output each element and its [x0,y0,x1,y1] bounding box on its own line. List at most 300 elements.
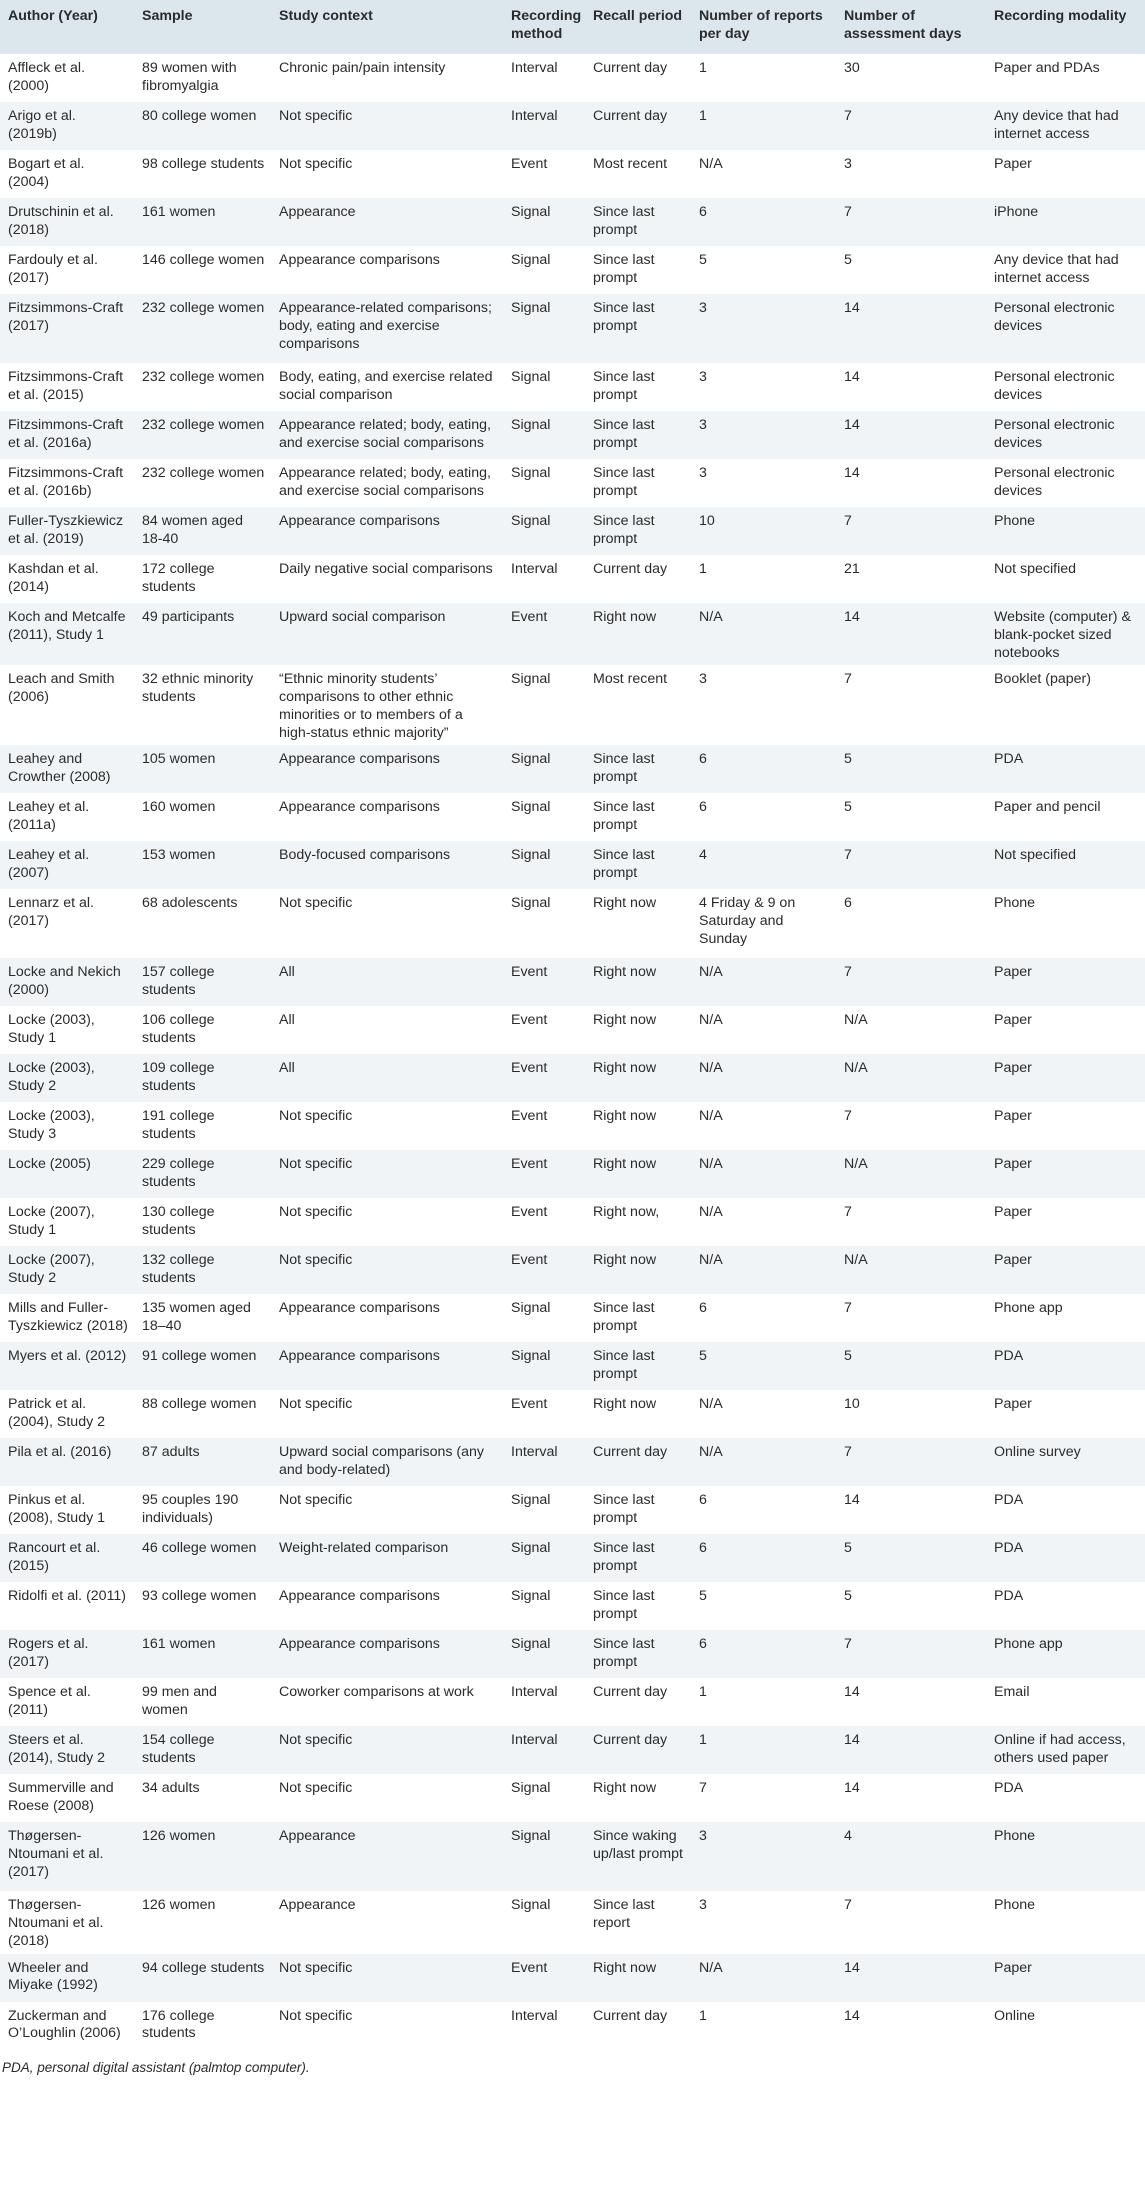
sample-cell: 84 women aged 18-40 [142,513,243,547]
context-cell: Appearance comparisons [279,1348,440,1365]
author-cell: Rogers et al. (2017) [8,1636,89,1670]
context-cell: Body-focused comparisons [279,847,451,864]
author-cell: Lennarz et al. (2017) [8,895,94,929]
recall-cell: Current day [593,60,668,76]
sample-cell: 160 women [142,799,216,816]
reports-cell: 6 [699,1540,707,1557]
table-row [0,1054,1145,1102]
author-cell: Wheeler and Miyake (1992) [8,1959,98,1994]
author-cell: Summerville and Roese (2008) [8,1780,114,1814]
context-cell: Appearance [279,1828,356,1845]
recall-cell: Right now [593,1108,657,1125]
author-cell: Fitzsimmons-Craft (2017) [8,300,124,334]
author-cell: Fuller-Tyszkiewicz et al. (2019) [8,513,124,547]
column-header: Number of reports per day [699,8,823,42]
sample-cell: 172 college students [142,561,215,595]
table-row [0,102,1145,150]
recall-cell: Since last prompt [593,847,655,881]
table-row [0,150,1145,198]
author-cell: Locke (2007), Study 2 [8,1252,95,1286]
context-cell: Upward social comparisons (any and body-related) [279,1444,485,1478]
author-cell: Affleck et al. (2000) [8,60,86,94]
reports-cell: N/A [699,1156,723,1173]
recall-cell: Since last prompt [593,204,655,238]
modality-cell: Paper and pencil [994,799,1101,816]
table-row [0,459,1145,507]
table-row [0,1678,1145,1726]
recall-cell: Since last prompt [593,799,655,833]
method-cell: Interval [511,60,558,76]
recall-cell: Right now, [593,1204,660,1221]
author-cell: Leahey et al. (2007) [8,847,90,881]
sample-cell: 109 college students [142,1060,215,1094]
days-cell: 14 [844,1959,860,1976]
context-cell: Appearance [279,1897,356,1914]
method-cell: Event [511,1060,548,1077]
modality-cell: Personal electronic devices [994,417,1115,451]
days-cell: 7 [844,1108,852,1125]
days-cell: 7 [844,1204,852,1221]
sample-cell: 232 college women [142,465,265,481]
context-cell: Appearance comparisons [279,751,440,768]
reports-cell: N/A [699,964,723,981]
modality-cell: PDA [994,751,1024,768]
recall-cell: Since last prompt [593,1492,655,1526]
reports-cell: 3 [699,369,707,385]
author-cell: Leahey et al. (2011a) [8,799,90,833]
author-cell: Fardouly et al. (2017) [8,252,98,286]
days-cell: N/A [844,1012,868,1029]
sample-cell: 91 college women [142,1348,257,1365]
sample-cell: 154 college students [142,1732,215,1766]
table-row [0,198,1145,246]
context-cell: Weight-related comparison [279,1540,449,1557]
days-cell: 7 [844,847,852,864]
reports-cell: 1 [699,1684,707,1701]
author-cell: Thøgersen-Ntoumani et al. (2018) [8,1897,104,1949]
author-cell: Drutschinin et al. (2018) [8,204,114,238]
reports-cell: 3 [699,1828,707,1845]
recall-cell: Current day [593,2007,668,2024]
table-row [0,1150,1145,1198]
sample-cell: 80 college women [142,108,257,124]
sample-cell: 232 college women [142,369,265,385]
column-header: Recall period [593,8,683,24]
reports-cell: N/A [699,1959,723,1976]
recall-cell: Most recent [593,156,668,172]
modality-cell: Online [994,2007,1036,2024]
table-row [0,1726,1145,1774]
table-row [0,1006,1145,1054]
reports-cell: 1 [699,2007,707,2024]
context-cell: Appearance comparisons [279,1300,440,1317]
reports-cell: 4 Friday & 9 on Saturday and Sunday [699,895,796,947]
modality-cell: PDA [994,1492,1024,1509]
modality-cell: Personal electronic devices [994,300,1115,334]
recall-cell: Since last prompt [593,252,655,286]
modality-cell: Phone [994,1897,1036,1914]
reports-cell: 5 [699,1588,707,1605]
method-cell: Event [511,1012,548,1029]
method-cell: Signal [511,751,551,768]
days-cell: 7 [844,204,852,220]
context-cell: Appearance comparisons [279,1588,440,1605]
reports-cell: N/A [699,1060,723,1077]
recall-cell: Since last prompt [593,369,655,403]
days-cell: 5 [844,1540,852,1557]
table-row [0,1630,1145,1678]
method-cell: Event [511,1396,548,1413]
context-cell: Not specific [279,2007,353,2024]
modality-cell: Paper [994,1204,1032,1221]
context-cell: All [279,964,295,981]
sample-cell: 161 women [142,204,216,220]
reports-cell: N/A [699,1204,723,1221]
table-row [0,1954,1145,2002]
modality-cell: Paper [994,1060,1032,1077]
modality-cell: Personal electronic devices [994,465,1115,499]
sample-cell: 93 college women [142,1588,257,1605]
author-cell: Thøgersen-Ntoumani et al. (2017) [8,1828,104,1880]
sample-cell: 232 college women [142,300,265,316]
author-cell: Fitzsimmons-Craft et al. (2016b) [8,465,124,499]
table-row [0,1438,1145,1486]
reports-cell: 1 [699,561,707,577]
table-row [0,1534,1145,1582]
context-cell: Not specific [279,1252,353,1269]
context-cell: Upward social comparison [279,609,446,625]
days-cell: 14 [844,369,860,385]
sample-cell: 89 women with fibromyalgia [142,60,237,94]
method-cell: Signal [511,1348,551,1365]
column-header: Recording modality [994,8,1127,24]
days-cell: 7 [844,1636,852,1653]
sample-cell: 88 college women [142,1396,257,1413]
context-cell: Body, eating, and exercise related social comparison [279,369,493,403]
modality-cell: Phone [994,513,1036,529]
table-row [0,1774,1145,1822]
method-cell: Signal [511,671,551,688]
reports-cell: N/A [699,1012,723,1029]
table-header-row [0,0,1145,54]
method-cell: Event [511,1959,548,1976]
author-cell: Fitzsimmons-Craft et al. (2016a) [8,417,124,451]
table-row [0,1246,1145,1294]
recall-cell: Since last prompt [593,417,655,451]
recall-cell: Since last report [593,1897,655,1931]
days-cell: 14 [844,1492,860,1509]
days-cell: 7 [844,1300,852,1317]
reports-cell: 6 [699,1492,707,1509]
table-row [0,841,1145,889]
context-cell: Not specific [279,1108,353,1125]
table-row [0,411,1145,459]
sample-cell: 232 college women [142,417,265,433]
reports-cell: N/A [699,1396,723,1413]
reports-cell: 5 [699,1348,707,1365]
table-row [0,958,1145,1006]
author-cell: Locke (2005) [8,1156,91,1173]
modality-cell: Phone app [994,1636,1063,1653]
context-cell: Appearance comparisons [279,799,440,816]
author-cell: Patrick et al. (2004), Study 2 [8,1396,106,1430]
sample-cell: 126 women [142,1828,216,1845]
modality-cell: Personal electronic devices [994,369,1115,403]
days-cell: 5 [844,751,852,768]
sample-cell: 32 ethnic minority students [142,671,254,705]
context-cell: Not specific [279,108,353,124]
days-cell: 6 [844,895,852,912]
column-header: Number of assessment days [844,8,962,42]
author-cell: Pinkus et al. (2008), Study 1 [8,1492,106,1526]
modality-cell: Paper [994,156,1032,172]
method-cell: Signal [511,1492,551,1509]
days-cell: 7 [844,964,852,981]
sample-cell: 146 college women [142,252,265,268]
modality-cell: Paper [994,1108,1032,1125]
sample-cell: 68 adolescents [142,895,238,912]
context-cell: Appearance [279,204,356,220]
recall-cell: Most recent [593,671,668,688]
reports-cell: 3 [699,671,707,688]
table-row [0,745,1145,793]
days-cell: 7 [844,513,852,529]
method-cell: Interval [511,1732,558,1749]
table-row [0,1891,1145,1953]
days-cell: 14 [844,300,860,316]
modality-cell: PDA [994,1588,1024,1605]
modality-cell: Website (computer) & blank-pocket sized notebooks [994,609,1131,661]
recall-cell: Since last prompt [593,1588,655,1622]
recall-cell: Since last prompt [593,1300,655,1334]
reports-cell: 10 [699,513,715,529]
table-row [0,246,1145,294]
days-cell: 7 [844,1444,852,1461]
author-cell: Steers et al. (2014), Study 2 [8,1732,106,1766]
reports-cell: 7 [699,1780,707,1797]
reports-cell: N/A [699,609,723,625]
modality-cell: Online survey [994,1444,1081,1461]
sample-cell: 34 adults [142,1780,200,1797]
method-cell: Signal [511,1897,551,1914]
recall-cell: Since last prompt [593,1636,655,1670]
table-row [0,2002,1145,2050]
context-cell: Not specific [279,1396,353,1413]
recall-cell: Since waking up/last prompt [593,1828,683,1862]
method-cell: Interval [511,1684,558,1701]
context-cell: Chronic pain/pain intensity [279,60,446,76]
modality-cell: Any device that had internet access [994,252,1119,286]
method-cell: Signal [511,1588,551,1605]
table-body [0,54,1145,2050]
context-cell: Not specific [279,895,353,912]
modality-cell: Phone [994,895,1036,912]
author-cell: Rancourt et al. (2015) [8,1540,101,1574]
reports-cell: N/A [699,1444,723,1461]
recall-cell: Right now [593,1156,657,1173]
method-cell: Signal [511,799,551,816]
author-cell: Bogart et al. (2004) [8,156,85,190]
author-cell: Locke (2007), Study 1 [8,1204,95,1238]
table-row [0,507,1145,555]
table-row [0,1582,1145,1630]
recall-cell: Since last prompt [593,751,655,785]
reports-cell: N/A [699,1252,723,1269]
days-cell: 5 [844,1588,852,1605]
reports-cell: 3 [699,1897,707,1914]
sample-cell: 126 women [142,1897,216,1914]
sample-cell: 87 adults [142,1444,200,1461]
method-cell: Event [511,1204,548,1221]
reports-cell: 3 [699,465,707,481]
sample-cell: 130 college students [142,1204,215,1238]
days-cell: 5 [844,799,852,816]
author-cell: Pila et al. (2016) [8,1444,112,1461]
sample-cell: 135 women aged 18–40 [142,1300,251,1334]
days-cell: 4 [844,1828,852,1845]
method-cell: Signal [511,1828,551,1845]
sample-cell: 94 college students [142,1959,265,1976]
sample-cell: 105 women [142,751,216,768]
reports-cell: 1 [699,60,707,76]
reports-cell: 3 [699,300,707,316]
table-row [0,1486,1145,1534]
sample-cell: 98 college students [142,156,265,172]
modality-cell: iPhone [994,204,1039,220]
days-cell: 21 [844,561,860,577]
modality-cell: Not specified [994,847,1077,864]
days-cell: 7 [844,671,852,688]
method-cell: Interval [511,2007,558,2024]
table-row [0,1390,1145,1438]
reports-cell: 4 [699,847,707,864]
reports-cell: 1 [699,108,707,124]
reports-cell: 6 [699,1636,707,1653]
sample-cell: 49 participants [142,609,235,625]
table-row [0,1822,1145,1891]
days-cell: 14 [844,1732,860,1749]
modality-cell: Any device that had internet access [994,108,1119,142]
recall-cell: Since last prompt [593,1540,655,1574]
modality-cell: Booklet (paper) [994,671,1091,688]
days-cell: 10 [844,1396,860,1413]
sample-cell: 229 college students [142,1156,215,1190]
context-cell: Coworker comparisons at work [279,1684,474,1701]
author-cell: Arigo et al. (2019b) [8,108,76,142]
modality-cell: Paper [994,1252,1032,1269]
context-cell: Appearance related; body, eating, and exercise social comparisons [279,465,491,499]
modality-cell: Paper [994,1959,1032,1976]
days-cell: 5 [844,252,852,268]
recall-cell: Current day [593,1444,668,1461]
sample-cell: 161 women [142,1636,216,1653]
author-cell: Mills and Fuller-Tyszkiewicz (2018) [8,1300,128,1334]
table-footnote: PDA, personal digital assistant (palmtop computer). [2,2059,310,2075]
sample-cell: 157 college students [142,964,215,998]
sample-cell: 153 women [142,847,216,864]
context-cell: “Ethnic minority students’ comparisons to other ethnic minorities or to members of a high-status ethnic majority” [279,671,463,741]
method-cell: Event [511,609,548,625]
days-cell: 14 [844,1780,860,1797]
sample-cell: 46 college women [142,1540,257,1557]
author-cell: Zuckerman and O’Loughlin (2006) [8,2007,121,2042]
context-cell: Not specific [279,1732,353,1749]
modality-cell: Phone app [994,1300,1063,1317]
days-cell: N/A [844,1252,868,1269]
author-cell: Fitzsimmons-Craft et al. (2015) [8,369,124,403]
table-row [0,294,1145,363]
column-header: Study context [279,8,373,24]
reports-cell: 3 [699,417,707,433]
author-cell: Locke (2003), Study 2 [8,1060,95,1094]
table-row [0,1198,1145,1246]
method-cell: Signal [511,1540,551,1557]
author-cell: Kashdan et al. (2014) [8,561,99,595]
recall-cell: Current day [593,1732,668,1749]
days-cell: N/A [844,1156,868,1173]
recall-cell: Since last prompt [593,300,655,334]
table-row [0,1342,1145,1390]
column-header: Author (Year) [8,8,98,24]
table-row [0,555,1145,603]
method-cell: Signal [511,895,551,912]
method-cell: Event [511,156,548,172]
recall-cell: Right now [593,1012,657,1029]
method-cell: Signal [511,369,551,385]
modality-cell: Paper [994,1012,1032,1029]
days-cell: 3 [844,156,852,172]
author-cell: Spence et al. (2011) [8,1684,91,1718]
method-cell: Signal [511,1636,551,1653]
recall-cell: Right now [593,964,657,981]
recall-cell: Right now [593,1060,657,1077]
sample-cell: 99 men and women [142,1684,217,1718]
recall-cell: Right now [593,1780,657,1797]
recall-cell: Current day [593,108,668,124]
method-cell: Signal [511,204,551,220]
method-cell: Signal [511,847,551,864]
modality-cell: Email [994,1684,1030,1701]
author-cell: Leahey and Crowther (2008) [8,751,111,785]
context-cell: Not specific [279,1492,353,1509]
context-cell: Not specific [279,1780,353,1797]
sample-cell: 176 college students [142,2007,215,2042]
table-row [0,889,1145,958]
reports-cell: 6 [699,1300,707,1317]
reports-cell: N/A [699,1108,723,1125]
modality-cell: Paper [994,1396,1032,1413]
reports-cell: 5 [699,252,707,268]
author-cell: Leach and Smith (2006) [8,671,115,705]
reports-cell: 1 [699,1732,707,1749]
days-cell: 14 [844,417,860,433]
author-cell: Locke (2003), Study 3 [8,1108,95,1142]
method-cell: Event [511,1108,548,1125]
modality-cell: Phone [994,1828,1036,1845]
days-cell: N/A [844,1060,868,1077]
sample-cell: 95 couples 190 individuals) [142,1492,239,1526]
reports-cell: 6 [699,204,707,220]
column-header: Sample [142,8,193,24]
table-row [0,54,1145,102]
method-cell: Signal [511,300,551,316]
modality-cell: Paper [994,964,1032,981]
sample-cell: 132 college students [142,1252,215,1286]
modality-cell: Paper and PDAs [994,60,1100,76]
context-cell: Not specific [279,1959,353,1976]
column-header: Recording method [511,8,582,42]
method-cell: Signal [511,1780,551,1797]
